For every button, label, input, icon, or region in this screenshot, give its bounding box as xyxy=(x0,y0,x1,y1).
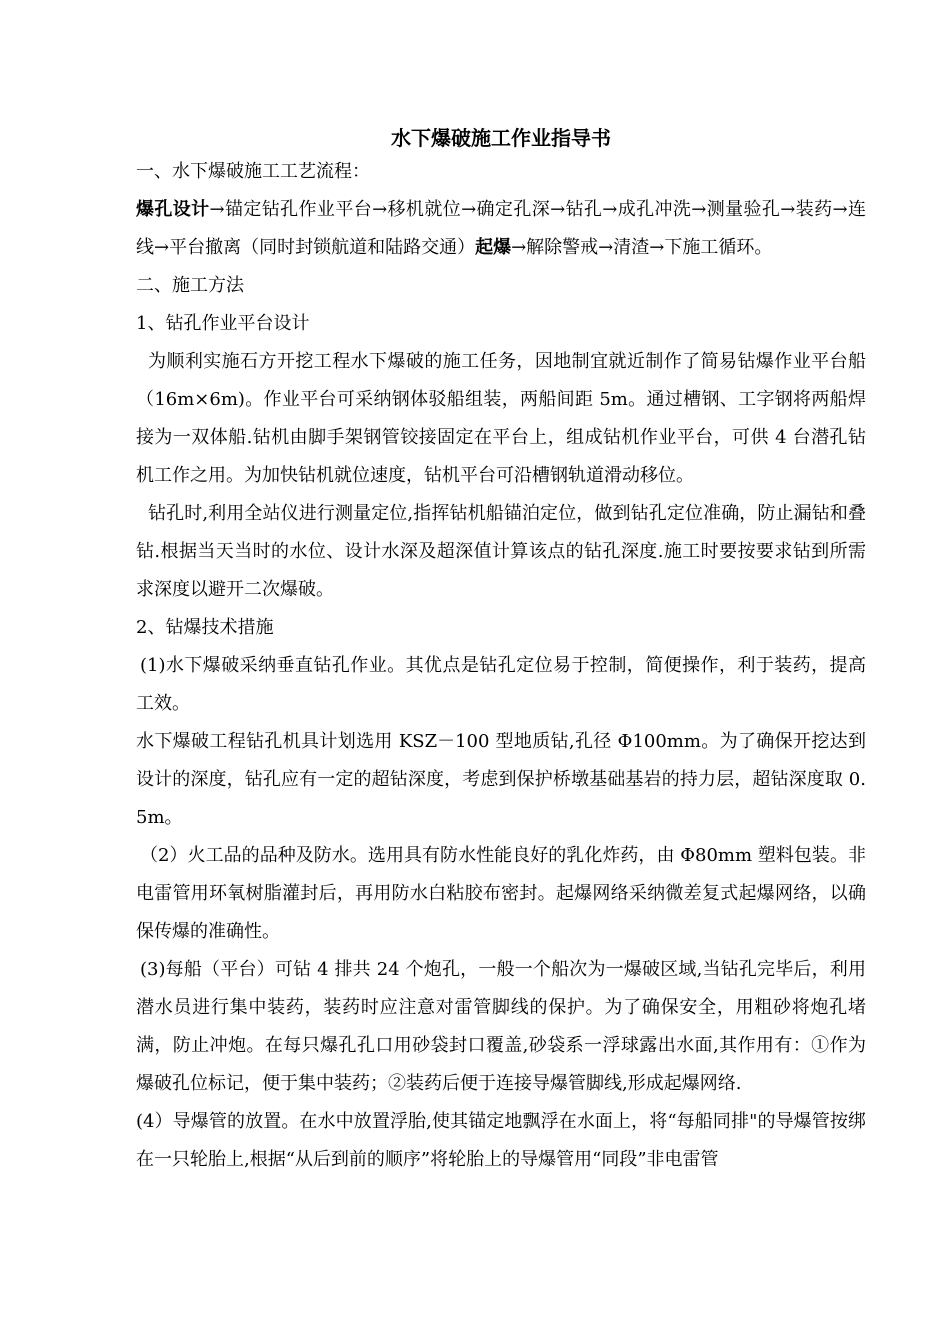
paragraph-drill-equipment: 水下爆破工程钻孔机具计划选用 KSZ－100 型地质钻,孔径 Φ100mm。为了确保开挖达到设计的深度，钻孔应有一定的超钻深度，考虑到保护桥墩基础基岩的持力层，超钻深度取 0.5m。 xyxy=(136,731,866,828)
process-step-detonate: 起爆 xyxy=(475,237,512,258)
section-heading-method: 二、施工方法 xyxy=(136,275,244,296)
subheading-techniques: 2、钻爆技术措施 xyxy=(136,617,274,638)
paragraph-drilling: 钻孔时,利用全站仪进行测量定位,指挥钻机船锚泊定位，做到钻孔定位准确，防止漏钻和叠钻.根据当天当时的水位、设计水深及超深值计算该点的钻孔深度.施工时要按要求钻到所需求深度以避开二次爆破。 xyxy=(136,503,866,600)
process-flow xyxy=(136,191,866,267)
paragraph-explosives: （2）火工品的品种及防水。选用具有防水性能良好的乳化炸药，由 Φ80mm 塑料包装。非电雷管用环氧树脂灌封后，再用防水白粘胶布密封。起爆网络采纳微差复式起爆网络，以确保传爆的准确性。 xyxy=(136,845,866,942)
process-steps-middle: →锚定钻孔作业平台→移机就位→确定孔深→钻孔→成孔冲洗→测量验孔→装药→连线→平台撤离（同时封锁航道和陆路交通） xyxy=(136,199,867,258)
process-steps-end: →解除警戒→清渣→下施工循环。 xyxy=(511,237,773,258)
document-title: 水下爆破施工作业指导书 xyxy=(391,126,611,150)
paragraph-vertical-drilling: (1)水下爆破采纳垂直钻孔作业。其优点是钻孔定位易于控制，简便操作，利于装药，提高工效。 xyxy=(136,655,866,714)
document-body xyxy=(136,125,866,1179)
paragraph-charging: (3)每船（平台）可钻 4 排共 24 个炮孔，一般一个船次为一爆破区域,当钻孔完毕后，利用潜水员进行集中装药，装药时应注意对雷管脚线的保护。为了确保安全，用粗砂将炮孔堵满，防止冲炮。在每只爆孔孔口用砂袋封口覆盖,砂袋系一浮球露出水面,其作用有：①作为爆破孔位标记，便于集中装药；②装药后便于连接导爆管脚线,形成起爆网络. xyxy=(136,959,866,1094)
paragraph-detonator-tubes: (4）导爆管的放置。在水中放置浮胎,使其锚定地飘浮在水面上，将“每船同排"的导爆管按绑在一只轮胎上,根据“从后到前的顺序”将轮胎上的导爆管用“同段”非电雷管 xyxy=(136,1111,866,1170)
subheading-platform: 1、钻孔作业平台设计 xyxy=(136,313,310,334)
paragraph-platform: 为顺利实施石方开挖工程水下爆破的施工任务，因地制宜就近制作了简易钻爆作业平台船（16m×6m)。作业平台可采纳钢体驳船组装，两船间距 5m。通过槽钢、工字钢将两船焊接为一双体船.钻机由脚手架钢管铰接固定在平台上，组成钻机作业平台，可供 4 台潜孔钻机工作之用。为加快钻机就位速度，钻机平台可沿槽钢轨道滑动移位。 xyxy=(136,351,866,486)
section-heading-process: 一、水下爆破施工工艺流程： xyxy=(136,161,370,182)
process-step-design: 爆孔设计 xyxy=(136,199,210,220)
